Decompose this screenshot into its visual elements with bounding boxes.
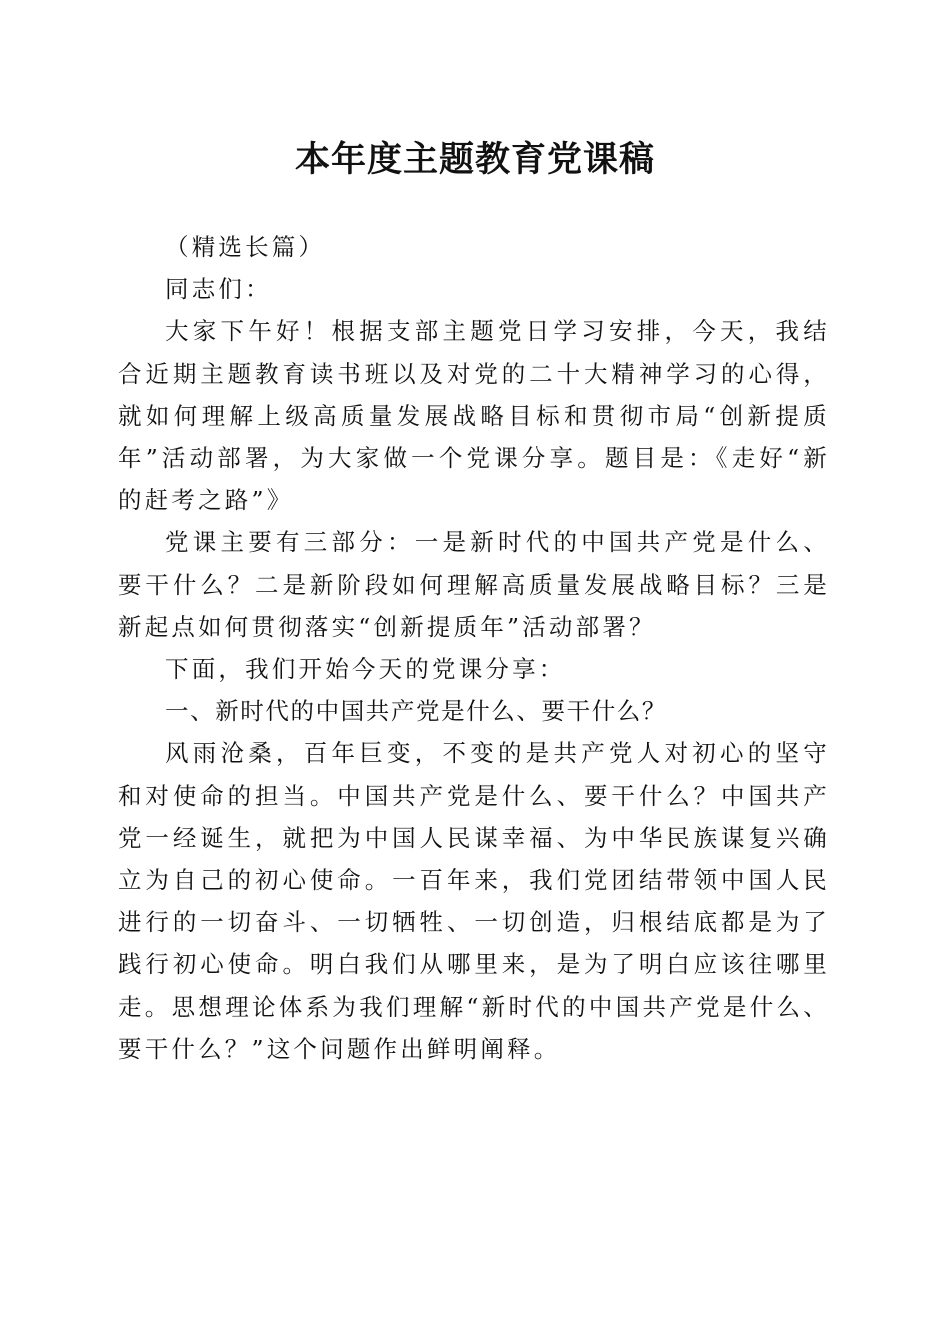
subtitle-note: （精选长篇） <box>165 233 326 261</box>
paragraph-transition: 下面，我们开始今天的党课分享： <box>165 655 566 684</box>
document-body <box>118 226 830 1070</box>
paragraph-opening: 大家下午好！根据支部主题党日学习安排，今天，我结合近期主题教育读书班以及对党的二十大精神学习的心得，就如何理解上级高质量发展战略目标和贯彻市局“创新提质年”活动部署，为大家做一个党课分享。题目是：《走好“新的赶考之路”》 <box>118 317 830 515</box>
section-heading-1: 一、新时代的中国共产党是什么、要干什么？ <box>165 697 667 726</box>
salutation: 同志们： <box>165 275 272 304</box>
paragraph-outline: 党课主要有三部分：一是新时代的中国共产党是什么、要干什么？二是新阶段如何理解高质量发展战略目标？三是新起点如何贯彻落实“创新提质年”活动部署？ <box>118 528 830 641</box>
document-title: 本年度主题教育党课稿 <box>294 139 655 180</box>
paragraph-section-1: 风雨沧桑，百年巨变，不变的是共产党人对初心的坚守和对使命的担当。中国共产党是什么、要干什么？中国共产党一经诞生，就把为中国人民谋幸福、为中华民族谋复兴确立为自己的初心使命。一百年来，我们党团结带领中国人民进行的一切奋斗、一切牺牲、一切创造，归根结底都是为了践行初心使命。明白我们从哪里来，是为了明白应该往哪里走。思想理论体系为我们理解“新时代的中国共产党是什么、要干什么？”这个问题作出鲜明阐释。 <box>118 739 830 1063</box>
